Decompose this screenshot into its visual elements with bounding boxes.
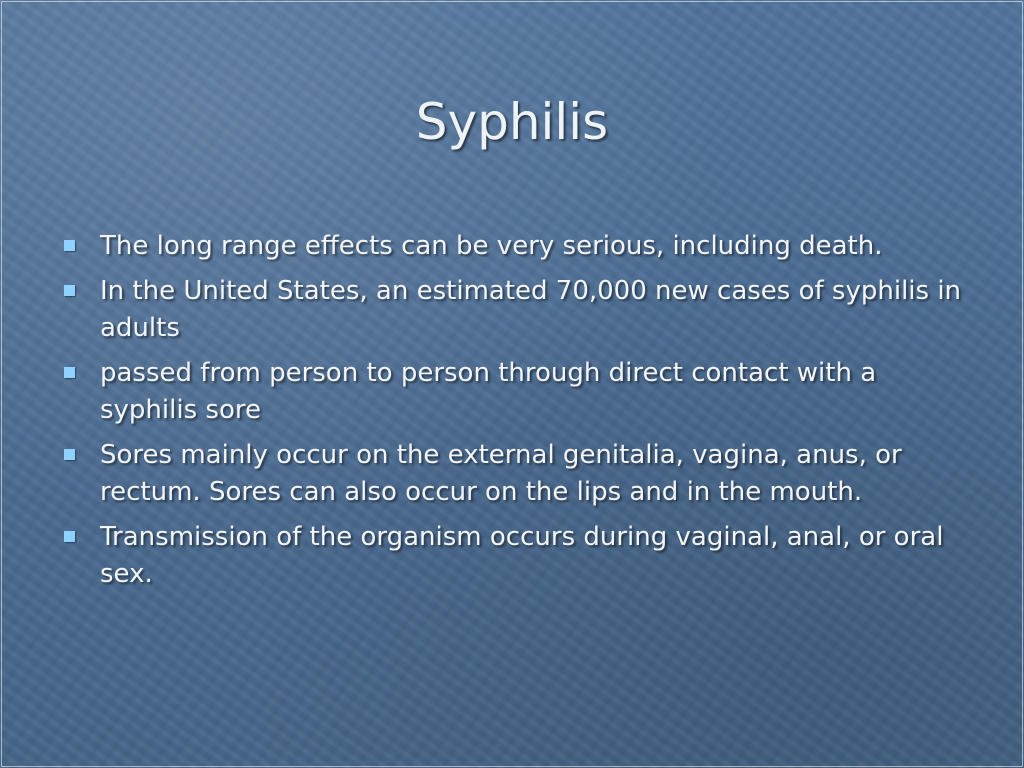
bullet-list [60, 228, 970, 601]
bullet-item [60, 355, 970, 429]
bullet-text: The long range effects can be very serious, including death. [100, 231, 883, 261]
square-bullet-icon [64, 367, 75, 378]
square-bullet-icon [64, 285, 75, 296]
slide-title: Syphilis [415, 93, 609, 151]
bullet-text: Transmission of the organism occurs during vaginal, anal, or oral sex. [100, 522, 944, 589]
bullet-text: In the United States, an estimated 70,000 new cases of syphilis in adults [100, 276, 962, 343]
bullet-item [60, 437, 970, 511]
bullet-item [60, 228, 970, 265]
bullet-text: passed from person to person through direct contact with a syphilis sore [100, 358, 877, 425]
bullet-text: Sores mainly occur on the external genitalia, vagina, anus, or rectum. Sores can also occur on the lips and in the mouth. [100, 440, 902, 507]
bullet-item [60, 273, 970, 347]
square-bullet-icon [64, 449, 75, 460]
square-bullet-icon [64, 240, 75, 251]
square-bullet-icon [64, 531, 75, 542]
bullet-item [60, 519, 970, 593]
